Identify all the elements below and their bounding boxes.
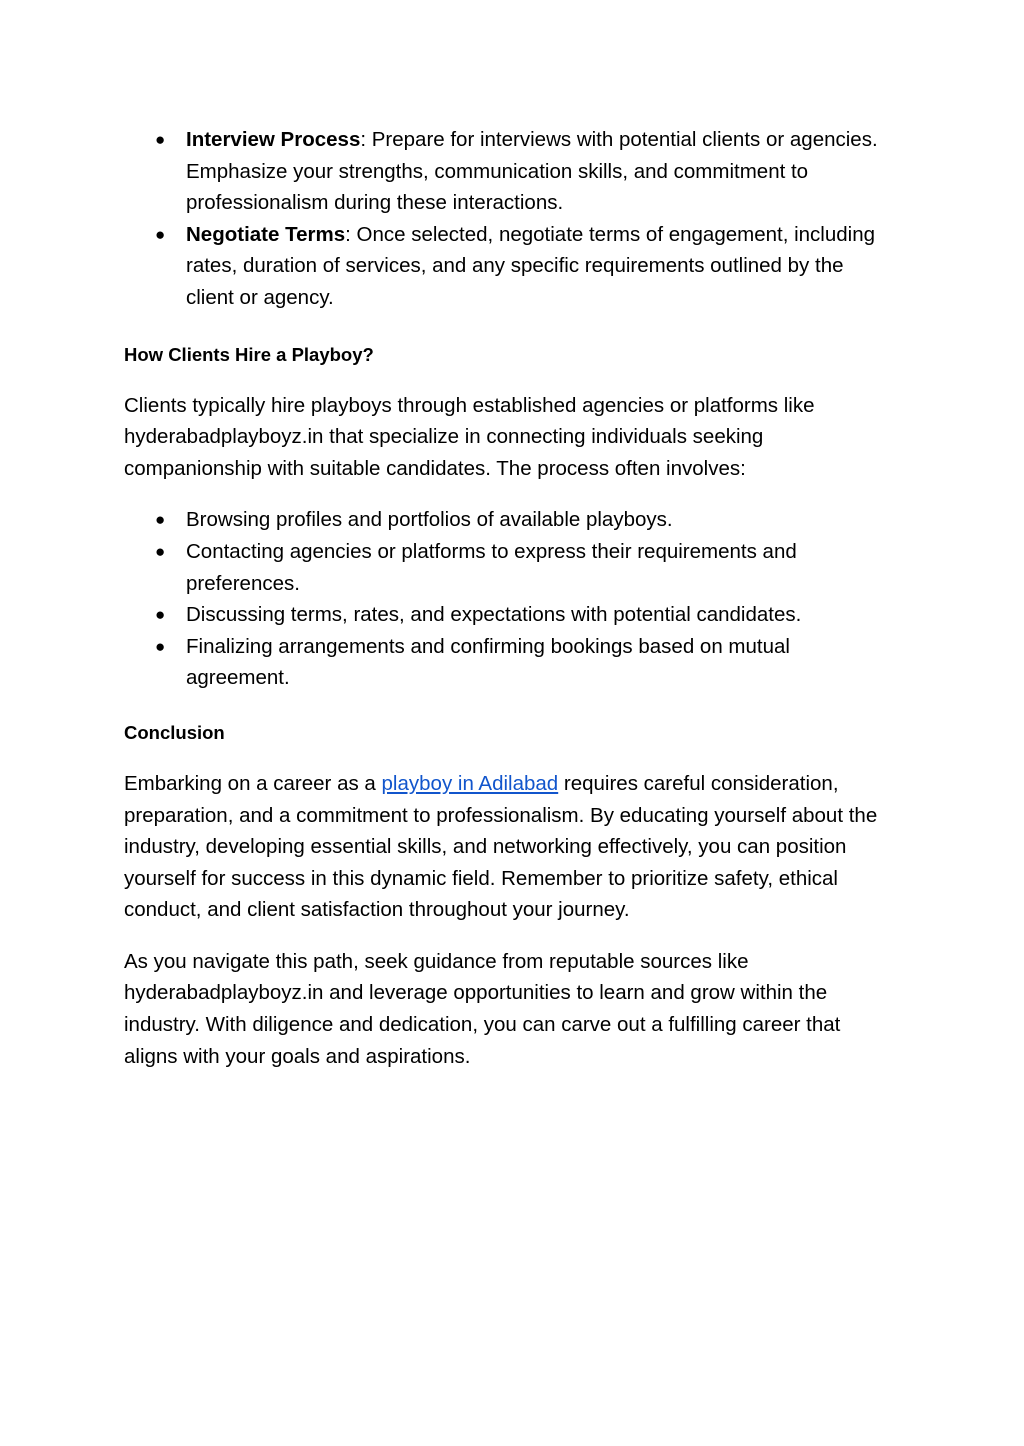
conclusion-text-before: Embarking on a career as a	[124, 771, 382, 795]
step-term: Negotiate Terms	[186, 222, 346, 246]
section-heading-hire: How Clients Hire a Playboy?	[124, 343, 374, 365]
bullet-icon: ●	[155, 510, 166, 530]
playboy-adilabad-link[interactable]: playboy in Adilabad	[381, 771, 559, 795]
list-item-text: Discussing terms, rates, and expectations with potential candidates.	[186, 603, 802, 627]
document-page	[124, 124, 894, 1072]
bullet-icon: ●	[155, 130, 166, 149]
hire-intro-paragraph: Clients typically hire playboys through established agencies or platforms like hyderabadplayboyz.in that specialize in connecting individuals seeking companionship with suitable candidates. The process often involves:	[124, 393, 815, 480]
hire-process-list	[124, 504, 894, 694]
list-item	[124, 631, 894, 694]
list-item	[124, 536, 894, 599]
list-item-text: Browsing profiles and portfolios of available playboys.	[186, 508, 673, 532]
bullet-icon: ●	[155, 636, 166, 656]
step-term: Interview Process	[186, 128, 361, 151]
conclusion-paragraph	[124, 768, 894, 926]
bullet-icon: ●	[155, 224, 166, 244]
list-item	[124, 219, 894, 314]
list-item-text: Finalizing arrangements and confirming bookings based on mutual agreement.	[186, 634, 790, 690]
bullet-icon: ●	[155, 605, 166, 625]
step-text: : Prepare for interviews with potential clients or agencies. Emphasize your strengths, communication skills, and commitment to professionalism during these interactions.	[186, 128, 878, 215]
step-text: : Once selected, negotiate terms of engagement, including rates, duration of services, and any specific requirements outlined by the client or agency.	[186, 222, 876, 309]
conclusion-text-after: requires careful consideration, preparation, and a commitment to professionalism. By educating yourself about the industry, developing essential skills, and networking effectively, you can position yourself for success in this dynamic field. Remember to prioritize safety, ethical conduct, and client satisfaction throughout your journey.	[124, 771, 878, 922]
final-paragraph: As you navigate this path, seek guidance from reputable sources like hyderabadplayboyz.in and leverage opportunities to learn and grow within the industry. With diligence and dedication, you can carve out a fulfilling career that aligns with your goals and aspirations.	[124, 949, 841, 1068]
bullet-icon: ●	[155, 541, 166, 561]
list-item	[124, 124, 894, 219]
steps-list	[124, 124, 894, 314]
list-item	[124, 599, 894, 631]
section-heading-conclusion: Conclusion	[124, 721, 225, 743]
list-item	[124, 504, 894, 536]
list-item-text: Contacting agencies or platforms to express their requirements and preferences.	[186, 539, 797, 595]
